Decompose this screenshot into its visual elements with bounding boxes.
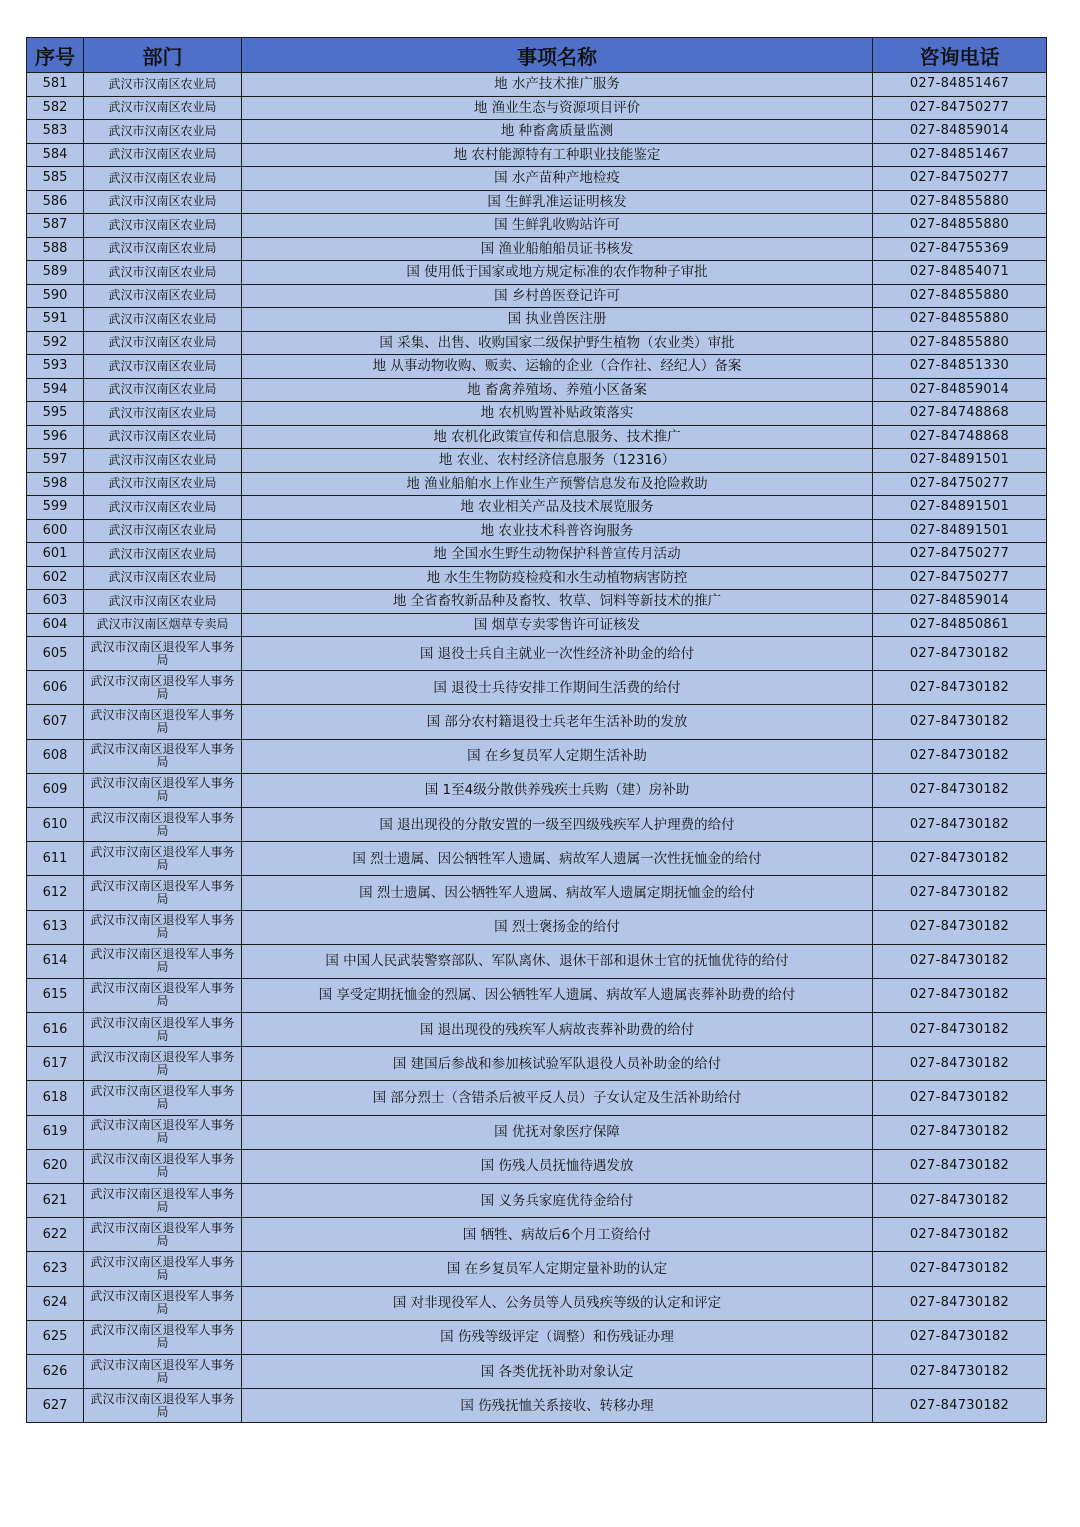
cell-dept: 武汉市汉南区农业局 bbox=[84, 284, 242, 308]
cell-phone: 027-84859014 bbox=[873, 120, 1047, 144]
cell-dept: 武汉市汉南区退役军人事务局 bbox=[84, 910, 242, 944]
table-row bbox=[27, 190, 1047, 214]
cell-dept: 武汉市汉南区退役军人事务局 bbox=[84, 807, 242, 841]
cell-no: 621 bbox=[27, 1184, 84, 1218]
cell-item: 国 伤残等级评定（调整）和伤残证办理 bbox=[242, 1320, 873, 1354]
cell-item: 国 使用低于国家或地方规定标准的农作物种子审批 bbox=[242, 261, 873, 285]
table-row bbox=[27, 739, 1047, 773]
table-row bbox=[27, 807, 1047, 841]
cell-no: 623 bbox=[27, 1252, 84, 1286]
cell-no: 620 bbox=[27, 1149, 84, 1183]
cell-dept: 武汉市汉南区退役军人事务局 bbox=[84, 637, 242, 671]
cell-dept: 武汉市汉南区退役军人事务局 bbox=[84, 1081, 242, 1115]
cell-phone: 027-84730182 bbox=[873, 1013, 1047, 1047]
table-row bbox=[27, 519, 1047, 543]
cell-dept: 武汉市汉南区退役军人事务局 bbox=[84, 1389, 242, 1423]
cell-no: 604 bbox=[27, 613, 84, 637]
cell-item: 地 水生生物防疫检疫和水生动植物病害防控 bbox=[242, 566, 873, 590]
cell-dept: 武汉市汉南区农业局 bbox=[84, 355, 242, 379]
cell-dept: 武汉市汉南区退役军人事务局 bbox=[84, 1218, 242, 1252]
cell-item: 地 农机化政策宣传和信息服务、技术推广 bbox=[242, 425, 873, 449]
cell-item: 国 退役士兵自主就业一次性经济补助金的给付 bbox=[242, 637, 873, 671]
cell-phone: 027-84748868 bbox=[873, 402, 1047, 426]
cell-no: 583 bbox=[27, 120, 84, 144]
cell-no: 613 bbox=[27, 910, 84, 944]
cell-item: 国 义务兵家庭优待金给付 bbox=[242, 1184, 873, 1218]
table-row bbox=[27, 425, 1047, 449]
cell-item: 国 生鲜乳准运证明核发 bbox=[242, 190, 873, 214]
cell-item: 国 烟草专卖零售许可证核发 bbox=[242, 613, 873, 637]
cell-no: 625 bbox=[27, 1320, 84, 1354]
cell-no: 598 bbox=[27, 472, 84, 496]
table-row bbox=[27, 1047, 1047, 1081]
cell-dept: 武汉市汉南区退役军人事务局 bbox=[84, 978, 242, 1012]
cell-phone: 027-84750277 bbox=[873, 566, 1047, 590]
cell-no: 605 bbox=[27, 637, 84, 671]
cell-item: 国 水产苗种产地检疫 bbox=[242, 167, 873, 191]
header-row bbox=[27, 38, 1047, 73]
table-row bbox=[27, 1320, 1047, 1354]
table-row bbox=[27, 402, 1047, 426]
cell-dept: 武汉市汉南区农业局 bbox=[84, 96, 242, 120]
cell-no: 597 bbox=[27, 449, 84, 473]
cell-phone: 027-84891501 bbox=[873, 519, 1047, 543]
cell-dept: 武汉市汉南区农业局 bbox=[84, 425, 242, 449]
cell-dept: 武汉市汉南区农业局 bbox=[84, 143, 242, 167]
table-row bbox=[27, 1184, 1047, 1218]
cell-phone: 027-84730182 bbox=[873, 1115, 1047, 1149]
cell-no: 581 bbox=[27, 73, 84, 97]
cell-no: 616 bbox=[27, 1013, 84, 1047]
table-row bbox=[27, 143, 1047, 167]
cell-item: 国 中国人民武装警察部队、军队离休、退休干部和退休士官的抚恤优待的给付 bbox=[242, 944, 873, 978]
cell-dept: 武汉市汉南区农业局 bbox=[84, 566, 242, 590]
table-row bbox=[27, 496, 1047, 520]
cell-item: 地 渔业生态与资源项目评价 bbox=[242, 96, 873, 120]
cell-dept: 武汉市汉南区退役军人事务局 bbox=[84, 705, 242, 739]
cell-item: 国 部分烈士（含错杀后被平反人员）子女认定及生活补助给付 bbox=[242, 1081, 873, 1115]
cell-no: 619 bbox=[27, 1115, 84, 1149]
cell-no: 596 bbox=[27, 425, 84, 449]
cell-no: 601 bbox=[27, 543, 84, 567]
cell-item: 地 水产技术推广服务 bbox=[242, 73, 873, 97]
cell-no: 594 bbox=[27, 378, 84, 402]
cell-item: 地 从事动物收购、贩卖、运输的企业（合作社、经纪人）备案 bbox=[242, 355, 873, 379]
cell-item: 国 退出现役的分散安置的一级至四级残疾军人护理费的给付 bbox=[242, 807, 873, 841]
table-row bbox=[27, 1389, 1047, 1423]
table-row bbox=[27, 1115, 1047, 1149]
cell-no: 615 bbox=[27, 978, 84, 1012]
cell-dept: 武汉市汉南区农业局 bbox=[84, 237, 242, 261]
cell-phone: 027-84730182 bbox=[873, 944, 1047, 978]
cell-item: 国 烈士遗属、因公牺牲军人遗属、病故军人遗属定期抚恤金的给付 bbox=[242, 876, 873, 910]
cell-phone: 027-84859014 bbox=[873, 378, 1047, 402]
cell-phone: 027-84730182 bbox=[873, 842, 1047, 876]
cell-phone: 027-84859014 bbox=[873, 590, 1047, 614]
cell-item: 国 退出现役的残疾军人病故丧葬补助费的给付 bbox=[242, 1013, 873, 1047]
cell-no: 591 bbox=[27, 308, 84, 332]
cell-dept: 武汉市汉南区退役军人事务局 bbox=[84, 1184, 242, 1218]
cell-dept: 武汉市汉南区农业局 bbox=[84, 543, 242, 567]
cell-dept: 武汉市汉南区退役军人事务局 bbox=[84, 1149, 242, 1183]
cell-phone: 027-84891501 bbox=[873, 449, 1047, 473]
cell-no: 618 bbox=[27, 1081, 84, 1115]
cell-item: 地 农村能源特有工种职业技能鉴定 bbox=[242, 143, 873, 167]
cell-phone: 027-84730182 bbox=[873, 1047, 1047, 1081]
cell-dept: 武汉市汉南区退役军人事务局 bbox=[84, 739, 242, 773]
table-row bbox=[27, 566, 1047, 590]
cell-dept: 武汉市汉南区农业局 bbox=[84, 519, 242, 543]
cell-dept: 武汉市汉南区农业局 bbox=[84, 472, 242, 496]
header-dept: 部门 bbox=[84, 38, 242, 73]
cell-phone: 027-84730182 bbox=[873, 1218, 1047, 1252]
cell-dept: 武汉市汉南区退役军人事务局 bbox=[84, 876, 242, 910]
table-row bbox=[27, 543, 1047, 567]
header-no: 序号 bbox=[27, 38, 84, 73]
cell-item: 国 渔业船舶船员证书核发 bbox=[242, 237, 873, 261]
cell-no: 617 bbox=[27, 1047, 84, 1081]
cell-dept: 武汉市汉南区农业局 bbox=[84, 449, 242, 473]
cell-item: 地 渔业船舶水上作业生产预警信息发布及抢险救助 bbox=[242, 472, 873, 496]
cell-no: 587 bbox=[27, 214, 84, 238]
cell-item: 国 生鲜乳收购站许可 bbox=[242, 214, 873, 238]
cell-phone: 027-84851467 bbox=[873, 143, 1047, 167]
cell-phone: 027-84750277 bbox=[873, 96, 1047, 120]
cell-item: 国 在乡复员军人定期生活补助 bbox=[242, 739, 873, 773]
cell-phone: 027-84730182 bbox=[873, 876, 1047, 910]
cell-dept: 武汉市汉南区农业局 bbox=[84, 378, 242, 402]
table-row bbox=[27, 1013, 1047, 1047]
cell-dept: 武汉市汉南区退役军人事务局 bbox=[84, 842, 242, 876]
table-row bbox=[27, 237, 1047, 261]
table-row bbox=[27, 613, 1047, 637]
cell-item: 国 享受定期抚恤金的烈属、因公牺牲军人遗属、病故军人遗属丧葬补助费的给付 bbox=[242, 978, 873, 1012]
cell-dept: 武汉市汉南区农业局 bbox=[84, 308, 242, 332]
table-row bbox=[27, 910, 1047, 944]
cell-no: 600 bbox=[27, 519, 84, 543]
cell-no: 599 bbox=[27, 496, 84, 520]
cell-no: 585 bbox=[27, 167, 84, 191]
table-row bbox=[27, 842, 1047, 876]
cell-no: 611 bbox=[27, 842, 84, 876]
cell-dept: 武汉市汉南区退役军人事务局 bbox=[84, 1047, 242, 1081]
cell-phone: 027-84855880 bbox=[873, 331, 1047, 355]
table-row bbox=[27, 73, 1047, 97]
cell-dept: 武汉市汉南区农业局 bbox=[84, 261, 242, 285]
cell-no: 612 bbox=[27, 876, 84, 910]
table-row bbox=[27, 1354, 1047, 1388]
cell-phone: 027-84730182 bbox=[873, 1354, 1047, 1388]
table-row bbox=[27, 284, 1047, 308]
cell-item: 地 农业、农村经济信息服务（12316） bbox=[242, 449, 873, 473]
cell-phone: 027-84730182 bbox=[873, 637, 1047, 671]
cell-no: 590 bbox=[27, 284, 84, 308]
cell-item: 地 全国水生野生动物保护科普宣传月活动 bbox=[242, 543, 873, 567]
table-row bbox=[27, 449, 1047, 473]
cell-item: 国 烈士遗属、因公牺牲军人遗属、病故军人遗属一次性抚恤金的给付 bbox=[242, 842, 873, 876]
cell-dept: 武汉市汉南区退役军人事务局 bbox=[84, 944, 242, 978]
cell-item: 国 退役士兵待安排工作期间生活费的给付 bbox=[242, 671, 873, 705]
header-phone: 咨询电话 bbox=[873, 38, 1047, 73]
cell-phone: 027-84891501 bbox=[873, 496, 1047, 520]
cell-no: 582 bbox=[27, 96, 84, 120]
cell-phone: 027-84730182 bbox=[873, 739, 1047, 773]
header-item: 事项名称 bbox=[242, 38, 873, 73]
table-row bbox=[27, 120, 1047, 144]
cell-item: 地 农机购置补贴政策落实 bbox=[242, 402, 873, 426]
cell-dept: 武汉市汉南区农业局 bbox=[84, 73, 242, 97]
cell-dept: 武汉市汉南区烟草专卖局 bbox=[84, 613, 242, 637]
cell-phone: 027-84748868 bbox=[873, 425, 1047, 449]
cell-item: 地 畜禽养殖场、养殖小区备案 bbox=[242, 378, 873, 402]
table-row bbox=[27, 590, 1047, 614]
cell-no: 609 bbox=[27, 773, 84, 807]
cell-dept: 武汉市汉南区退役军人事务局 bbox=[84, 1252, 242, 1286]
cell-phone: 027-84730182 bbox=[873, 1320, 1047, 1354]
cell-phone: 027-84851467 bbox=[873, 73, 1047, 97]
table-row bbox=[27, 978, 1047, 1012]
table-row bbox=[27, 308, 1047, 332]
cell-item: 国 部分农村籍退役士兵老年生活补助的发放 bbox=[242, 705, 873, 739]
table-row bbox=[27, 876, 1047, 910]
cell-dept: 武汉市汉南区农业局 bbox=[84, 120, 242, 144]
cell-phone: 027-84730182 bbox=[873, 1389, 1047, 1423]
cell-item: 国 执业兽医注册 bbox=[242, 308, 873, 332]
cell-dept: 武汉市汉南区农业局 bbox=[84, 402, 242, 426]
cell-phone: 027-84855880 bbox=[873, 284, 1047, 308]
table-row bbox=[27, 472, 1047, 496]
cell-item: 国 伤残人员抚恤待遇发放 bbox=[242, 1149, 873, 1183]
cell-phone: 027-84730182 bbox=[873, 807, 1047, 841]
table-row bbox=[27, 355, 1047, 379]
cell-phone: 027-84730182 bbox=[873, 910, 1047, 944]
cell-dept: 武汉市汉南区退役军人事务局 bbox=[84, 1115, 242, 1149]
cell-phone: 027-84755369 bbox=[873, 237, 1047, 261]
table-row bbox=[27, 637, 1047, 671]
cell-phone: 027-84750277 bbox=[873, 472, 1047, 496]
cell-phone: 027-84730182 bbox=[873, 705, 1047, 739]
cell-phone: 027-84850861 bbox=[873, 613, 1047, 637]
cell-dept: 武汉市汉南区农业局 bbox=[84, 590, 242, 614]
cell-item: 地 种畜禽质量监测 bbox=[242, 120, 873, 144]
cell-phone: 027-84730182 bbox=[873, 1081, 1047, 1115]
cell-dept: 武汉市汉南区农业局 bbox=[84, 190, 242, 214]
cell-no: 607 bbox=[27, 705, 84, 739]
cell-no: 614 bbox=[27, 944, 84, 978]
cell-item: 国 各类优抚补助对象认定 bbox=[242, 1354, 873, 1388]
cell-item: 国 乡村兽医登记许可 bbox=[242, 284, 873, 308]
cell-no: 622 bbox=[27, 1218, 84, 1252]
cell-phone: 027-84851330 bbox=[873, 355, 1047, 379]
table-row bbox=[27, 96, 1047, 120]
table-row bbox=[27, 331, 1047, 355]
table-row bbox=[27, 1286, 1047, 1320]
cell-no: 584 bbox=[27, 143, 84, 167]
cell-phone: 027-84730182 bbox=[873, 978, 1047, 1012]
table-row bbox=[27, 261, 1047, 285]
table-row bbox=[27, 378, 1047, 402]
cell-dept: 武汉市汉南区农业局 bbox=[84, 167, 242, 191]
table-row bbox=[27, 705, 1047, 739]
cell-item: 国 烈士褒扬金的给付 bbox=[242, 910, 873, 944]
cell-item: 国 牺牲、病故后6个月工资给付 bbox=[242, 1218, 873, 1252]
cell-phone: 027-84730182 bbox=[873, 1149, 1047, 1183]
table-row bbox=[27, 671, 1047, 705]
table-row bbox=[27, 1149, 1047, 1183]
cell-phone: 027-84855880 bbox=[873, 190, 1047, 214]
cell-item: 地 农业相关产品及技术展览服务 bbox=[242, 496, 873, 520]
cell-item: 国 在乡复员军人定期定量补助的认定 bbox=[242, 1252, 873, 1286]
table-row bbox=[27, 167, 1047, 191]
cell-item: 国 建国后参战和参加核试验军队退役人员补助金的给付 bbox=[242, 1047, 873, 1081]
cell-dept: 武汉市汉南区退役军人事务局 bbox=[84, 1320, 242, 1354]
cell-no: 603 bbox=[27, 590, 84, 614]
cell-phone: 027-84750277 bbox=[873, 543, 1047, 567]
cell-phone: 027-84855880 bbox=[873, 214, 1047, 238]
cell-no: 595 bbox=[27, 402, 84, 426]
cell-no: 610 bbox=[27, 807, 84, 841]
table-row bbox=[27, 1218, 1047, 1252]
table-row bbox=[27, 1252, 1047, 1286]
cell-no: 602 bbox=[27, 566, 84, 590]
cell-no: 606 bbox=[27, 671, 84, 705]
cell-item: 国 1至4级分散供养残疾士兵购（建）房补助 bbox=[242, 773, 873, 807]
cell-no: 586 bbox=[27, 190, 84, 214]
cell-dept: 武汉市汉南区退役军人事务局 bbox=[84, 1354, 242, 1388]
cell-item: 国 伤残抚恤关系接收、转移办理 bbox=[242, 1389, 873, 1423]
cell-item: 地 农业技术科普咨询服务 bbox=[242, 519, 873, 543]
table-row bbox=[27, 944, 1047, 978]
service-items-table bbox=[26, 37, 1047, 1423]
cell-no: 626 bbox=[27, 1354, 84, 1388]
cell-dept: 武汉市汉南区退役军人事务局 bbox=[84, 1013, 242, 1047]
cell-no: 624 bbox=[27, 1286, 84, 1320]
cell-no: 588 bbox=[27, 237, 84, 261]
cell-phone: 027-84730182 bbox=[873, 1184, 1047, 1218]
cell-no: 589 bbox=[27, 261, 84, 285]
table-row bbox=[27, 214, 1047, 238]
cell-item: 国 优抚对象医疗保障 bbox=[242, 1115, 873, 1149]
cell-no: 593 bbox=[27, 355, 84, 379]
cell-item: 国 采集、出售、收购国家二级保护野生植物（农业类）审批 bbox=[242, 331, 873, 355]
cell-no: 608 bbox=[27, 739, 84, 773]
cell-phone: 027-84730182 bbox=[873, 1252, 1047, 1286]
cell-phone: 027-84855880 bbox=[873, 308, 1047, 332]
cell-phone: 027-84730182 bbox=[873, 1286, 1047, 1320]
cell-dept: 武汉市汉南区农业局 bbox=[84, 331, 242, 355]
cell-no: 592 bbox=[27, 331, 84, 355]
cell-phone: 027-84854071 bbox=[873, 261, 1047, 285]
cell-item: 地 全省畜牧新品种及畜牧、牧草、饲料等新技术的推广 bbox=[242, 590, 873, 614]
cell-phone: 027-84750277 bbox=[873, 167, 1047, 191]
cell-phone: 027-84730182 bbox=[873, 773, 1047, 807]
table-row bbox=[27, 1081, 1047, 1115]
cell-no: 627 bbox=[27, 1389, 84, 1423]
cell-phone: 027-84730182 bbox=[873, 671, 1047, 705]
cell-dept: 武汉市汉南区退役军人事务局 bbox=[84, 1286, 242, 1320]
cell-dept: 武汉市汉南区农业局 bbox=[84, 496, 242, 520]
cell-item: 国 对非现役军人、公务员等人员残疾等级的认定和评定 bbox=[242, 1286, 873, 1320]
cell-dept: 武汉市汉南区退役军人事务局 bbox=[84, 773, 242, 807]
cell-dept: 武汉市汉南区农业局 bbox=[84, 214, 242, 238]
table-row bbox=[27, 773, 1047, 807]
cell-dept: 武汉市汉南区退役军人事务局 bbox=[84, 671, 242, 705]
